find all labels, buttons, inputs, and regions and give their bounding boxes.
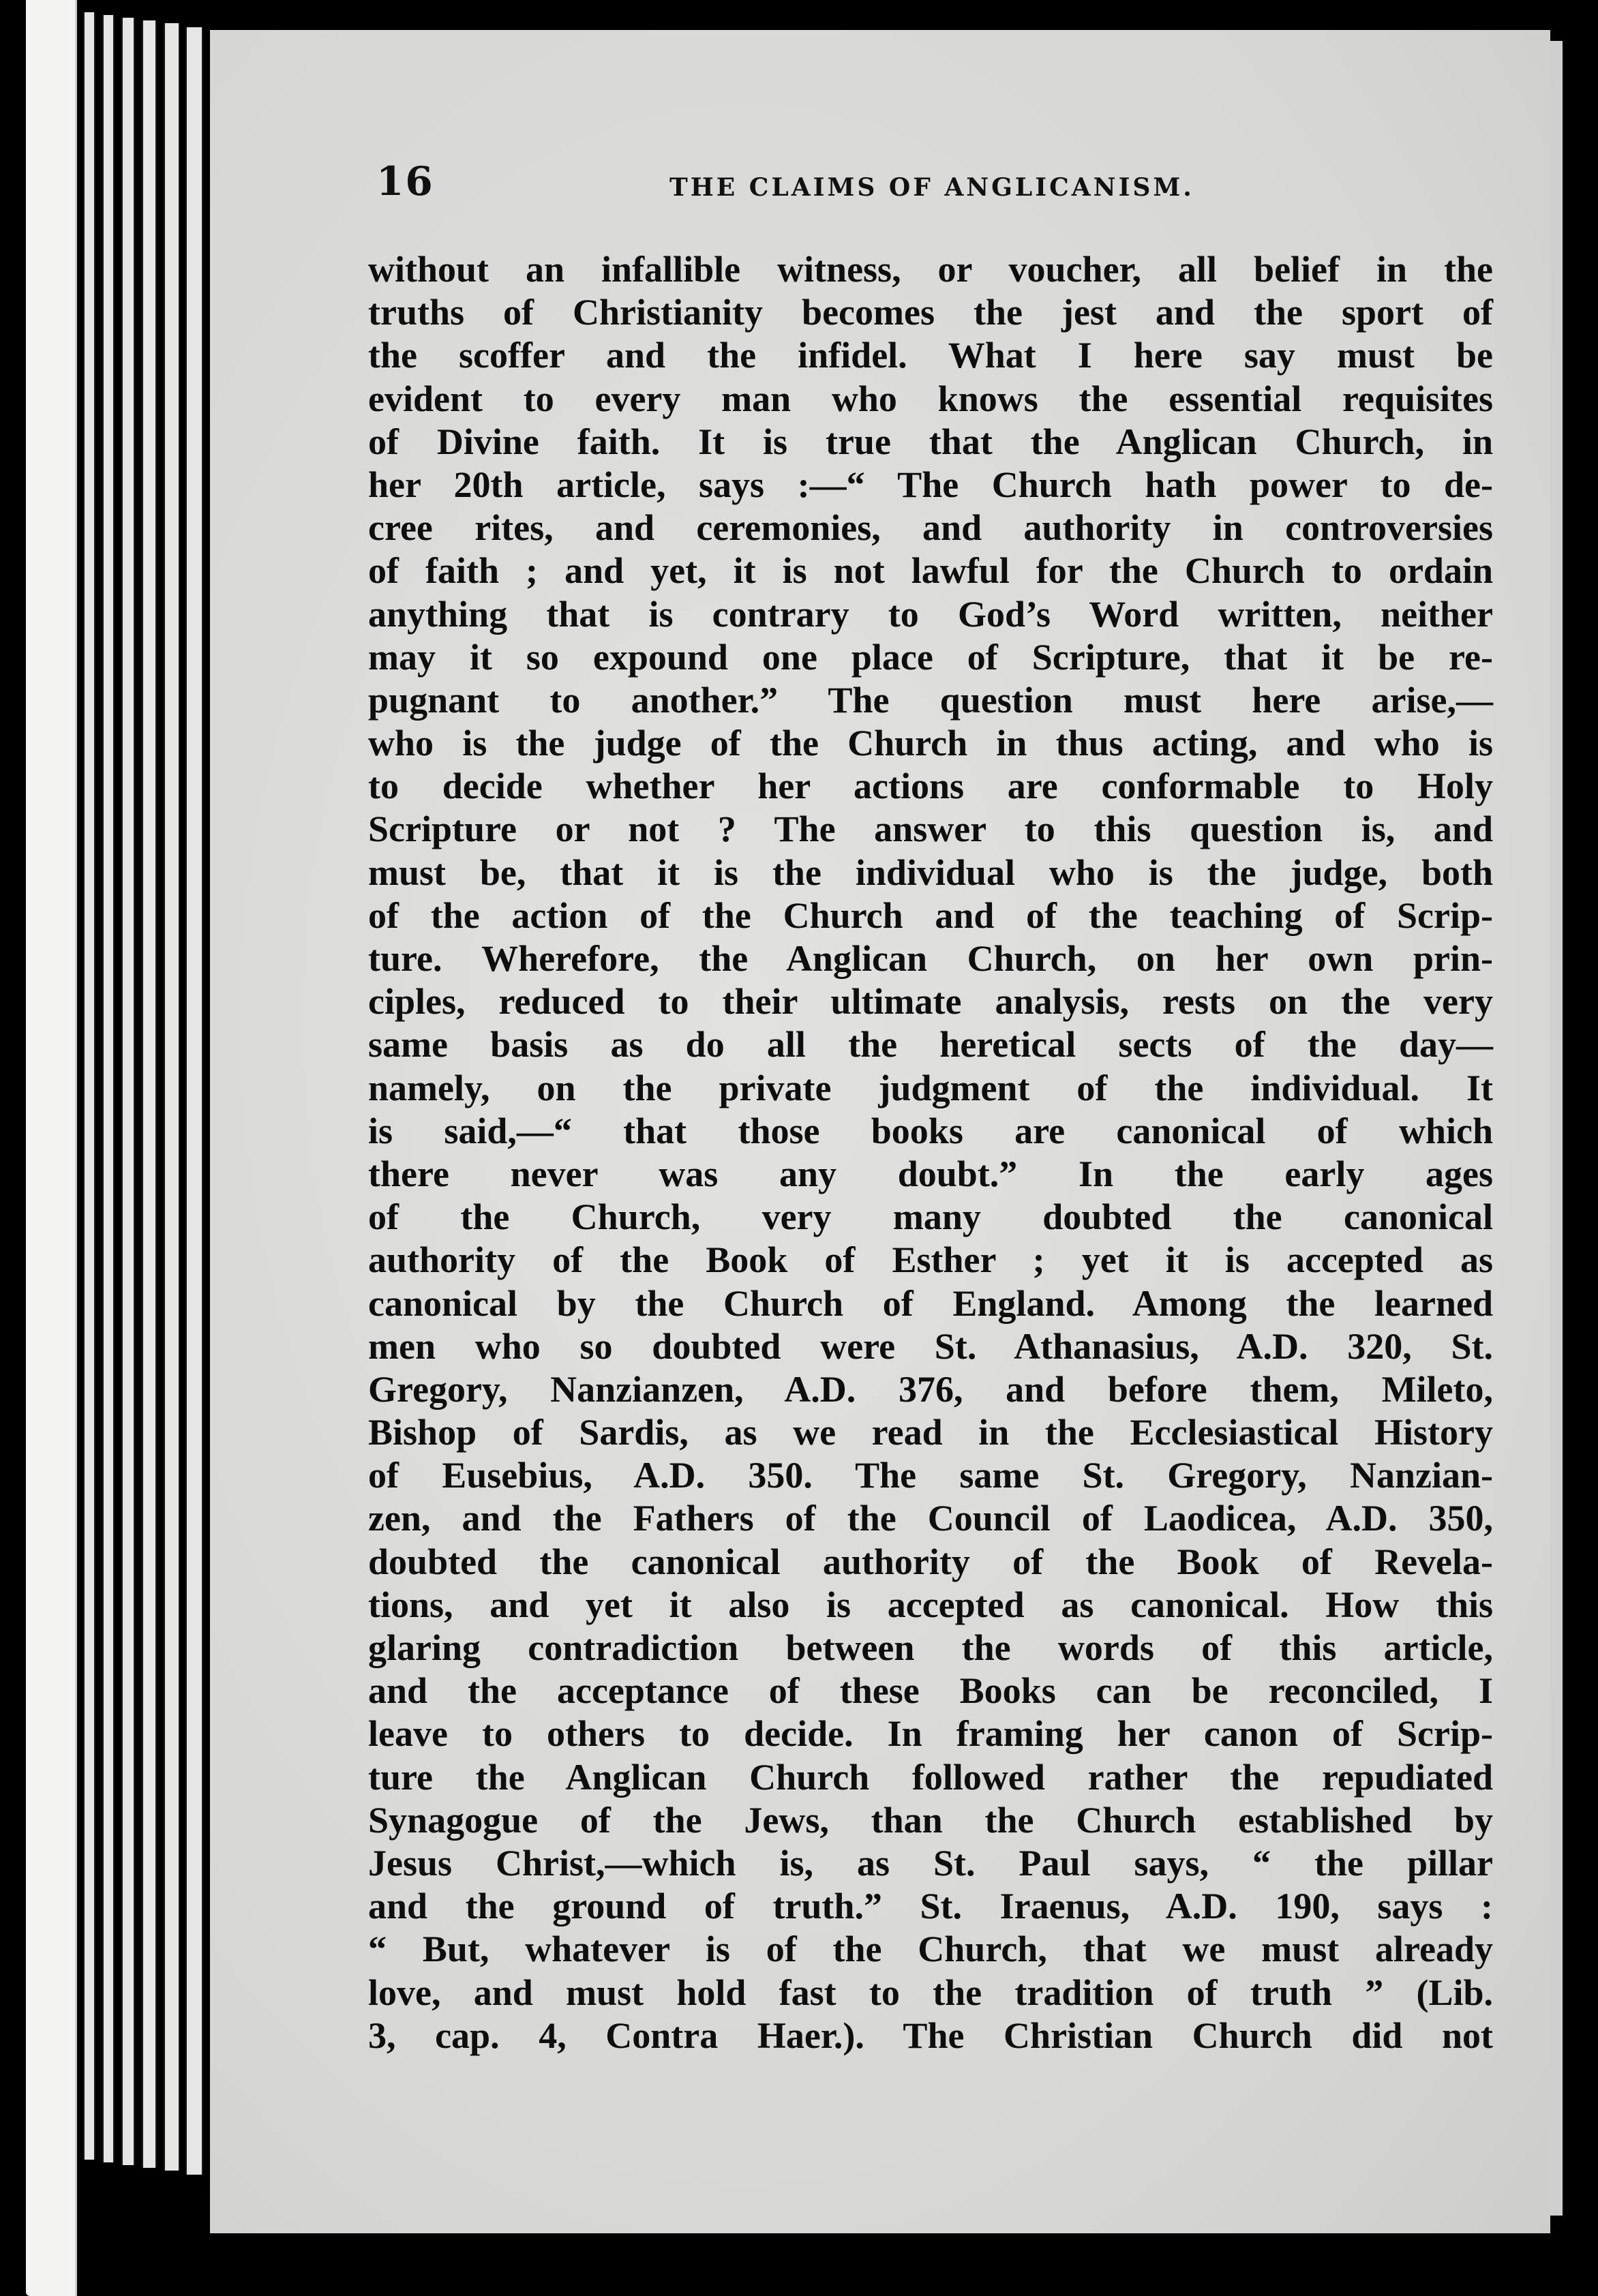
text-line: anything that is contrary to God’s Word written, neither xyxy=(368,593,1493,635)
text-line: cree rites, and ceremonies, and authority in controversies xyxy=(368,507,1493,549)
text-line: namely, on the private judgment of the individual. It xyxy=(368,1067,1493,1108)
text-line: pugnant to another.” The question must here arise,— xyxy=(368,679,1493,721)
text-line: is said,—“ that those books are canonical of which xyxy=(368,1110,1493,1151)
page-leaf-edge xyxy=(142,20,157,2168)
text-line: the scoffer and the infidel. What I here say must be xyxy=(368,335,1493,376)
text-line: Jesus Christ,—which is, as St. Paul says, “ the pillar xyxy=(368,1842,1493,1884)
text-line: and the acceptance of these Books can be reconciled, I xyxy=(368,1670,1493,1712)
text-line: of Eusebius, A.D. 350. The same St. Gregory, Nanzian- xyxy=(368,1455,1493,1496)
text-line: authority of the Book of Esther ; yet it is accepted as xyxy=(368,1239,1493,1281)
text-line: who is the judge of the Church in thus acting, and who is xyxy=(368,723,1493,764)
text-line: of the action of the Church and of the teaching of Scrip- xyxy=(368,894,1493,936)
text-line: without an infallible witness, or voucher, all belief in the xyxy=(368,249,1493,290)
page-leaf-edge xyxy=(121,18,135,2165)
page-leaf-edge xyxy=(83,12,95,2160)
book-edge-white xyxy=(26,0,77,2296)
text-line: of faith ; and yet, it is not lawful for the Church to ordain xyxy=(368,550,1493,592)
text-line: same basis as do all the heretical sects of the day— xyxy=(368,1024,1493,1066)
page-header xyxy=(376,158,1494,213)
text-line: Gregory, Nanzianzen, A.D. 376, and before them, Mileto, xyxy=(368,1368,1493,1410)
text-line: may it so expound one place of Scripture, that it be re- xyxy=(368,636,1493,678)
text-line: zen, and the Fathers of the Council of Laodicea, A.D. 350, xyxy=(368,1498,1493,1539)
text-line: and the ground of truth.” St. Iraenus, A.D. 190, says : xyxy=(368,1886,1493,1927)
text-line: Bishop of Sardis, as we read in the Ecclesiastical History xyxy=(368,1412,1493,1453)
text-line: doubted the canonical authority of the Book of Revela- xyxy=(368,1541,1493,1582)
text-line: must be, that it is the individual who is the judge, both xyxy=(368,851,1493,893)
text-line: of Divine faith. It is true that the Anglican Church, in xyxy=(368,421,1493,462)
text-line: ture. Wherefore, the Anglican Church, on her own prin- xyxy=(368,938,1493,979)
text-line: there never was any doubt.” In the early ages xyxy=(368,1153,1493,1194)
text-line: evident to every man who knows the essential requisites xyxy=(368,378,1493,419)
text-line: 3, cap. 4, Contra Haer.). The Christian Church did not xyxy=(368,2014,1493,2056)
text-line: Scripture or not ? The answer to this question is, and xyxy=(368,809,1493,850)
text-line: tions, and yet it also is accepted as canonical. How this xyxy=(368,1584,1493,1625)
body-text xyxy=(368,248,1493,2057)
text-line: ciples, reduced to their ultimate analysis, rests on the very xyxy=(368,981,1493,1023)
text-line: Synagogue of the Jews, than the Church established by xyxy=(368,1799,1493,1841)
text-line: “ But, whatever is of the Church, that we must already xyxy=(368,1929,1493,1970)
text-line: leave to others to decide. In framing her canon of Scrip- xyxy=(368,1713,1493,1755)
running-title: THE CLAIMS OF ANGLICANISM. xyxy=(669,173,1194,202)
page-number: 16 xyxy=(376,158,434,205)
text-line: men who so doubted were St. Athanasius, A.D. 320, St. xyxy=(368,1325,1493,1367)
text-line: of the Church, very many doubted the canonical xyxy=(368,1196,1493,1238)
text-line: truths of Christianity becomes the jest and the sport of xyxy=(368,292,1493,333)
text-line: to decide whether her actions are conformable to Holy xyxy=(368,766,1493,807)
page-right-edge xyxy=(1550,41,1563,2216)
text-line: canonical by the Church of England. Among the learned xyxy=(368,1282,1493,1324)
text-line: glaring contradiction between the words of this article, xyxy=(368,1627,1493,1668)
page-leaf-edge xyxy=(102,15,115,2162)
page-leaf-edge xyxy=(185,27,203,2175)
text-line: her 20th article, says :—“ The Church hath power to de- xyxy=(368,464,1493,505)
page-leaf-edge xyxy=(164,23,180,2171)
text-line: ture the Anglican Church followed rather the repudiated xyxy=(368,1756,1493,1798)
text-line: love, and must hold fast to the tradition of truth ” (Lib. xyxy=(368,1972,1493,2013)
